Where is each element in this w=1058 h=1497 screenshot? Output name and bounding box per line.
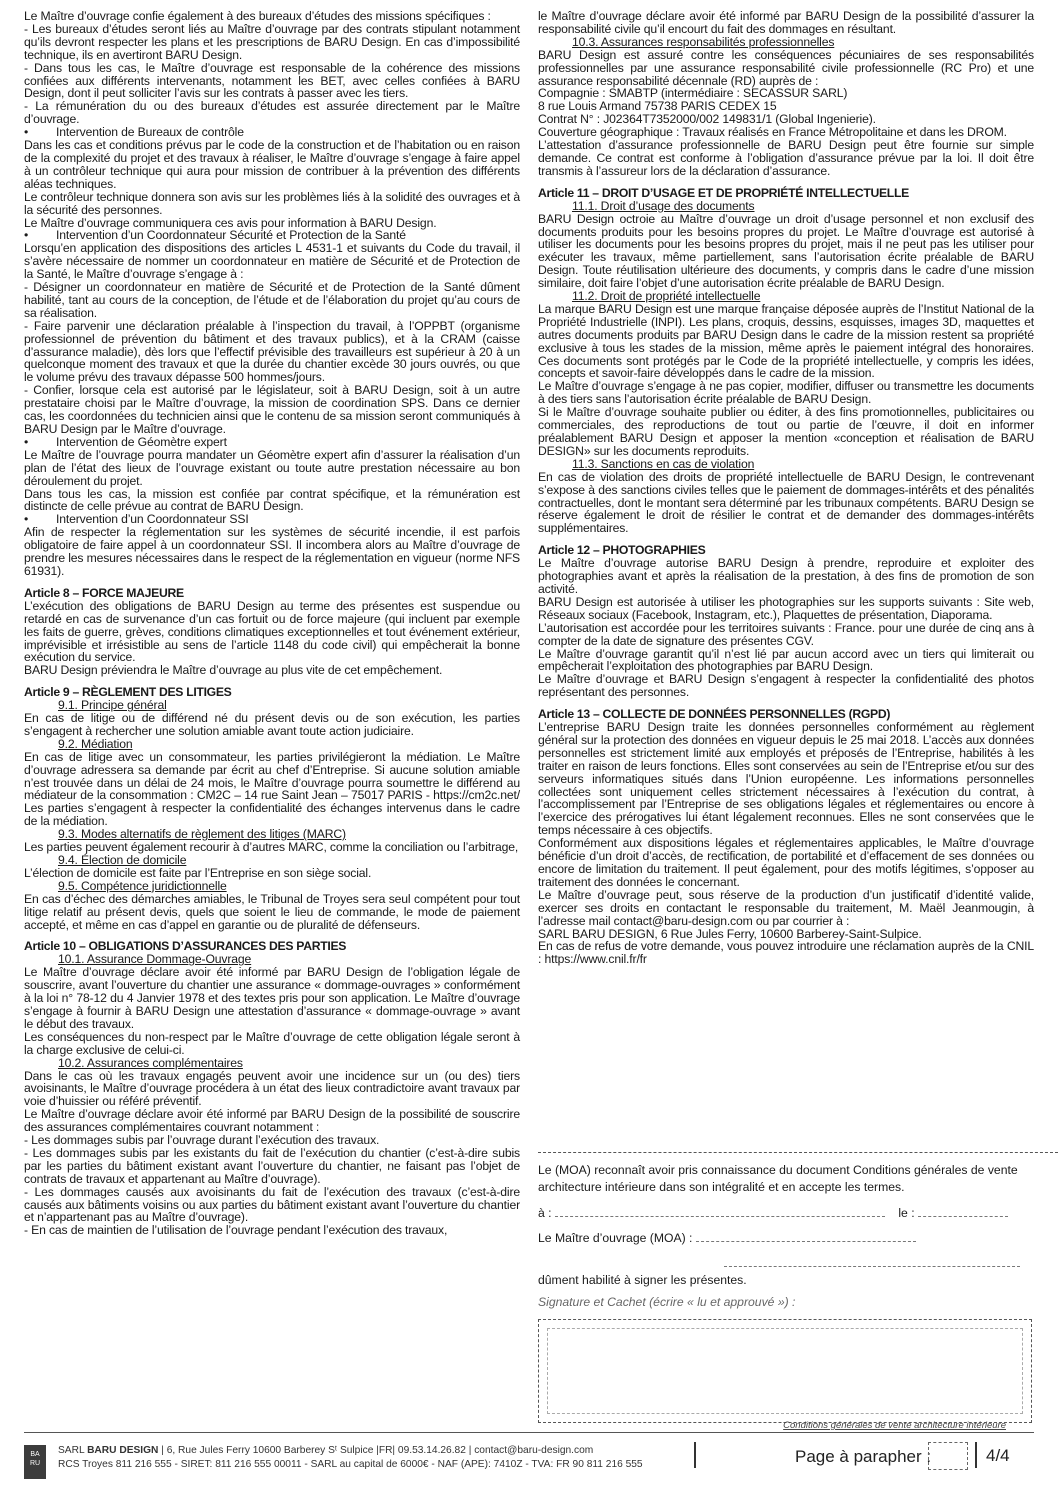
paragraph: En cas de litige ou de différend né du présent devis ou de son exécution, les parties s’engagent à rechercher une solution amiable avant toute action judiciaire. — [24, 711, 520, 738]
subsection-title: 10.3. Assurances responsabilités professionnelles — [572, 34, 835, 49]
logo-top: BA — [30, 1451, 40, 1458]
authorized-text: dûment habilité à signer les présentes. — [538, 1273, 747, 1287]
paragraph: Le Maître d’ouvrage peut, sous réserve de la production d’un justificatif d’identité valide, exercer ses droits en contactant le responsable du traitement, M. Maël Jeanmougin, à l’adresse mail contact@baru-design.com ou par courrier à : — [538, 887, 1034, 928]
paragraph: L’élection de domicile est faite par l’Entreprise en son siège social. — [24, 865, 372, 880]
signature-box[interactable] — [538, 1319, 1032, 1423]
article-heading: Article 8 – FORCE MAJEURE — [24, 585, 184, 600]
subsection-title: 11.3. Sanctions en cas de violation — [572, 456, 755, 471]
initial-label: Page à parapher : — [795, 1447, 932, 1466]
bullet-text: Intervention d’un Coordonnateur SSI — [56, 512, 249, 527]
subsection-title: 9.4. Élection de domicile — [58, 853, 187, 867]
subsection-title: 10.1. Assurance Dommage-Ouvrage — [58, 952, 252, 967]
subsection-title: 11.1. Droit d’usage des documents — [572, 198, 755, 213]
footer-separator — [694, 1442, 696, 1468]
paragraph: Compagnie : SMABTP (intermédiaire : SECASSUR SARL) — [538, 86, 848, 101]
place-date-line — [538, 1206, 1018, 1220]
bullet-icon: • — [24, 228, 29, 243]
paragraph: Le contrôleur technique donnera son avis sur les problèmes liés à la solidité des ouvrages et à la sécurité des personnes. — [24, 189, 520, 217]
logo-bottom: RU — [29, 1460, 41, 1467]
paragraph: L’attestation d’assurance professionnelle de BARU Design peut être fournie sur simple demande. Ce contrat est conforme à l’obligation d’assurance prévue par la loi. Il doit être transmis à l’assureur lors de la déclaration d’assurance. — [538, 138, 1034, 178]
paragraph: Dans tous les cas, la mission est confiée par contrat spécifique, et la rémunération est distincte de celle prévue au contrat de BARU Design. — [24, 486, 520, 514]
paragraph: BARU Design est autorisée à utiliser les photographies sur les supports suivants : Site web, Réseaux sociaux (Facebook, Instagram, etc.), Plaquettes de présentation, Diaporama. — [538, 594, 1034, 622]
bullet-text: Intervention de Bureaux de contrôle — [56, 125, 244, 140]
subsection-title: 9.3. Modes alternatifs de règlement des litiges (MARC) — [58, 827, 346, 842]
paragraph: La marque BARU Design est une marque française déposée auprès de l’Institut National de la Propriété Industrielle (INPI). Les plans, croquis, dessins, esquisses, images 3D, maquettes et autres documents produits par BARU Design dans le cadre de la mission restent sa propriété exclusive à tous les stades de la mission, même après le paiement intégral des honoraires. Ces documents sont protégés par le Code de la propriété intellectuelle, y compris les idées, concepts et savoir-faire développés dans le cadre de la mission. — [538, 301, 1034, 381]
paragraph: Le Maître d’ouvrage déclare avoir été informé par BARU Design de l’obligation légale de souscrire, avant l’ouverture du chantier une assurance « dommage-ouvrages » conformément à la loi n° 78-12 du 4 Janvier 1978 et des textes pris pour son application. Le Maître d’ouvrage s’engage à fournir à BARU Design une attestation d’assurance « dommage-ouvrage » avant le début des travaux. — [24, 965, 520, 1031]
right-column — [538, 10, 1034, 966]
bullet-icon: • — [24, 512, 29, 527]
paragraph: Les conséquences du non-respect par le Maître d’ouvrage de cette obligation légale seront à la charge exclusive de celui-ci. — [24, 1029, 520, 1057]
date-label: le : — [898, 1206, 915, 1220]
paragraph: le Maître d’ouvrage déclare avoir été informé par BARU Design de la possibilité d’assurer la responsabilité civile qu’il encourt du fait des dommages en résultant. — [538, 9, 1034, 36]
paragraph: Dans les cas et conditions prévus par le code de la construction et de l’habitation ou en raison de la complexité du projet et des travaux à réaliser, le Maître d’ouvrage s’engage à faire appel à un contrôleur technique qui aura pour mission de contribuer à la prévention des différents aléas techniques. — [24, 138, 520, 191]
paragraph: L’exécution des obligations de BARU Design au terme des présentes est suspendue ou retardé en cas de survenance d’un cas fortuit ou de force majeure (qui incluent par exemple les faits de guerre, grèves, conditions climatiques exceptionnelles et tout événement extérieur, imprévisible et irrésistible au sens de l’article 1148 du code civil) qui empêcherait la bonne exécution du service. — [24, 598, 520, 665]
paragraph: - Les bureaux d’études seront liés au Maître d’ouvrage par des contrats stipulant notamment qu’ils devront respecter les plans et les prescriptions de BARU Design. En cas d’impossibilité technique, ils en avertiront BARU Design. — [24, 21, 520, 62]
signature-inner-box — [547, 1328, 1023, 1414]
paragraph: Le Maître d’ouvrage confie également à des bureaux d’études des missions spécifiques : — [24, 9, 491, 23]
bullet-icon: • — [24, 125, 29, 140]
paragraph: En cas de litige avec un consommateur, les parties privilégieront la médiation. Le Maître d’ouvrage adressera sa demande par écrit au chef d’Entreprise. Si aucune solution amiable n’est trouvée dans un délai de 24 mois, le Maître d’ouvrage pourra soumettre le différend au médiateur de la consommation : CM2C – 14 rue Saint Jean – 75017 PARIS - https://cm2c.net/ Les parties s’engagent à respecter la confidentialité des échanges intervenus dans le cadre de la médiation. — [24, 749, 520, 829]
initial-box[interactable] — [928, 1442, 968, 1470]
owner-line — [538, 1231, 1018, 1245]
paragraph: - La rémunération du ou des bureaux d’études est assurée directement par le Maître d’ouvrage. — [24, 99, 520, 127]
article-heading: Article 12 – PHOTOGRAPHIES — [538, 543, 706, 558]
place-field[interactable] — [555, 1206, 885, 1217]
bullet-item — [24, 436, 520, 449]
subsection-title: 11.2. Droit de propriété intellectuelle — [572, 289, 761, 304]
subsection-title: 10.2. Assurances complémentaires — [58, 1055, 243, 1070]
paragraph: Afin de respecter la réglementation sur les systèmes de sécurité incendie, il est parfois obligatoire de faire appel à un coordonnateur SSI. Il incombera alors au Maître d’ouvrage de prendre les mesures nécessaires dans le respect de la réglementation en vigueur (norme NFS 61931). — [24, 525, 520, 578]
article-heading: Article 11 – DROIT D’USAGE ET DE PROPRIÉTÉ INTELLECTUELLE — [538, 185, 909, 200]
paragraph: Contrat N° : J02364T7352000/002 149831/1 (Global Ingenierie). — [538, 112, 876, 127]
subsection-title: 9.5. Compétence juridictionnelle — [58, 878, 227, 893]
paragraph: BARU Design octroie au Maître d’ouvrage un droit d’usage personnel et non exclusif des documents produits pour les besoins propres du projet. Le Maître d’ouvrage est autorisé à utiliser les documents pour les besoins propres du projet, mais il ne peut pas les utiliser pour exécuter les travaux, même partiellement, sans l’autorisation écrite préalable de BARU Design. Toute réutilisation ultérieure des documents, y compris dans le cadre d’une mission similaire, doit faire l’objet d’une autorisation écrite préalable de BARU Design. — [538, 211, 1034, 291]
date-field[interactable] — [918, 1206, 1008, 1217]
article-heading: Article 9 – RÈGLEMENT DES LITIGES — [24, 685, 232, 700]
paragraph: - Faire parvenir une déclaration préalable à l’inspection du travail, à l’OPPBT (organisme professionnel de prévention du bâtiment et des travaux publics), et à la CRAM (caisse d’assurance maladie), dès lors que l’effectif prévisible des travailleurs est supérieur à 20 à un quelconque moment des travaux et que la durée du chantier excède 30 jours ouvrés, ou que le volume prévu des travaux dépasse 500 hommes/jours. — [24, 318, 520, 385]
paragraph: L’autorisation est accordée pour les territoires suivants : France. pour une durée de cinq ans à compter de la date de signature des présentes CGV. — [538, 620, 1034, 648]
paragraph: Le Maître de l’ouvrage pourra mandater un Géomètre expert afin d’assurer la réalisation d’un plan de l’état des lieux de l’ouvrage existant ou toute autre prestation nécessaire au bon déroulement du projet. — [24, 447, 520, 488]
article-heading: Article 10 – OBLIGATIONS D’ASSURANCES DES PARTIES — [24, 939, 347, 954]
paragraph: Le Maître d’ouvrage autorise BARU Design à prendre, reproduire et exploiter des photographies avant et après la réalisation de la prestation, à des fins de promotion de son activité. — [538, 556, 1034, 596]
signature-separator — [538, 1152, 1058, 1153]
page-number: 4/4 — [986, 1446, 1010, 1465]
paragraph: L’entreprise BARU Design traite les données personnelles conformément au règlement général sur la protection des données en vigueur depuis le 25 mai 2018. L’accès aux données personnelles est strictement limité aux employés et préposés de l’Entreprise, habilités à les traiter en raison de leurs fonctions. Elles sont conservées au sein de l’Entreprise et/ou sur des serveurs informatiques situés dans l’Union européenne. Les informations personnelles collectées sont uniquement celles strictement nécessaires à l’exécution du contrat, à l’accomplissement par l’Entreprise de ses obligations légales et réglementaires ou encore à l’exercice des prérogatives lui étant légalement reconnues. Elles ne sont conservées que le temps nécessaire à ces objectifs. — [538, 720, 1034, 838]
paragraph: BARU Design est assuré contre les conséquences pécuniaires de ses responsabilités professionnelles par une assurance responsabilité civile professionnelle (RC Pro) et une assurance responsabilité décennale (RD) auprès de : — [538, 47, 1034, 88]
owner-field[interactable] — [696, 1231, 916, 1242]
footer-separator-2 — [975, 1442, 977, 1468]
signature-caption: Signature et Cachet (écrire « lu et approuvé ») : — [538, 1295, 796, 1309]
paragraph: - En cas de maintien de l’utilisation de l’ouvrage pendant l’exécution des travaux, — [24, 1223, 448, 1238]
subsection-title: 9.1. Principe général — [58, 698, 167, 713]
registration-line: RCS Troyes 811 216 555 - SIRET: 811 216 555 00011 - SARL au capital de 6000€ - NAF (APE): 7410Z - TVA: FR 90 811 216 555 — [58, 1459, 643, 1470]
company-info — [58, 1444, 643, 1472]
bullet-text: Intervention d’un Coordonnateur Sécurité et Protection de la Santé — [56, 228, 406, 243]
footer-divider — [24, 1432, 1034, 1433]
paragraph: - Les dommages causés aux avoisinants du fait de l’exécution des travaux (c’est-à-dire causés aux bâtiments voisins ou aux parties du bâtiment existant avant l’ouverture du chantier et n’appartenant pas au Maître d’ouvrage). — [24, 1184, 520, 1225]
owner-line-2 — [724, 1256, 1058, 1270]
owner-label: Le Maître d’ouvrage (MOA) : — [538, 1231, 693, 1245]
company-line — [58, 1444, 643, 1458]
paragraph: En cas de refus de votre demande, vous pouvez introduire une réclamation auprès de la CNIL : https://www.cnil.fr/fr — [538, 939, 1034, 967]
paragraph: En cas d’échec des démarches amiables, le Tribunal de Troyes sera seul compétent pour tout litige relatif au présent devis, quels que soient le lieu de commande, le mode de paiement accepté, et même en cas d’appel en garantie ou de pluralité de défenseurs. — [24, 891, 520, 932]
article-heading: Article 13 – COLLECTE DE DONNÉES PERSONNELLES (RGPD) — [538, 707, 891, 722]
left-column — [24, 10, 520, 1237]
company-name: BARU DESIGN — [87, 1445, 159, 1456]
acknowledgement-text: Le (MOA) reconnaît avoir pris connaissance du document Conditions générales de vente architecture intérieure dans son intégralité et en accepte les termes. — [538, 1163, 1018, 1194]
paragraph: 8 rue Louis Armand 75738 PARIS CEDEX 15 — [538, 99, 777, 114]
paragraph: Les parties peuvent également recourir à d’autres MARC, comme la conciliation ou l’arbitrage, — [24, 840, 519, 855]
paragraph: - Désigner un coordonnateur en matière de Sécurité et de Protection de la Santé dûment habilité, tant au cours de la conception, de l’étude et de l’élaboration du projet qu’au cours de sa réalisation. — [24, 280, 520, 320]
paragraph: En cas de violation des droits de propriété intellectuelle de BARU Design, le contrevenant s’expose à des sanctions civiles telles que le paiement de dommages-intérêts et des pénalités contractuelles, dont le montant sera déterminé par les tribunaux compétents. BARU Design se réserve également le droit de résilier le contrat et de demander des dommages-intérêts supplémentaires. — [538, 469, 1034, 536]
paragraph: Si le Maître d’ouvrage souhaite publier ou éditer, à des fins promotionnelles, publicitaires ou commerciales, des reproductions de tout ou partie de l’œuvre, il doit en informer préalablement BARU Design et apposer la mention «conception et réalisation de BARU DESIGN» sur les documents reproduits. — [538, 405, 1034, 458]
owner-field-2[interactable] — [724, 1256, 1020, 1267]
paragraph: - Les dommages subis par les existants du fait de l’exécution du chantier (c’est-à-dire subis par les parties du bâtiment existant avant l’ouverture du chantier, ne faisant pas l’objet de contrats de travaux et appartenant au Maître d’ouvrage). — [24, 1145, 520, 1186]
paragraph: Couverture géographique : Travaux réalisés en France Métropolitaine et dans les DROM. — [538, 125, 1007, 140]
bullet-text: Intervention de Géomètre expert — [56, 434, 227, 449]
paragraph: Le Maître d’ouvrage garantit qu’il n’est lié par aucun accord avec un tiers qui limiterait ou empêcherait l’exploitation des photographies par BARU Design. — [538, 646, 1034, 674]
paragraph: Le Maître d’ouvrage déclare avoir été informé par BARU Design de la possibilité de souscrire des assurances complémentaires couvrant notamment : — [24, 1107, 520, 1135]
paragraph: Le Maître d’ouvrage s’engage à ne pas copier, modifier, diffuser ou transmettre les documents à des tiers sans l’autorisation écrite préalable de BARU Design. — [538, 379, 1034, 407]
paragraph: BARU Design préviendra le Maître d’ouvrage au plus vite de cet empêchement. — [24, 663, 443, 678]
subsection-title: 9.2. Médiation — [58, 736, 133, 751]
paragraph: - Les dommages subis par l’ouvrage durant l’exécution des travaux. — [24, 1133, 380, 1148]
paragraph: Le Maître d’ouvrage communiquera ces avis pour information à BARU Design. — [24, 215, 437, 230]
paragraph: Le Maître d’ouvrage et BARU Design s’engagent à respecter la confidentialité des photos représentant des personnes. — [538, 672, 1034, 700]
page-footer — [0, 1420, 1058, 1497]
paragraph: Conformément aux dispositions légales et réglementaires applicables, le Maître d’ouvrage bénéficie d’un droit d’accès, de rectification, de portabilité et d’effacement de ses données ou encore de limitation du traitement. Il peut également, pour des motifs légitimes, s’opposer au traitement des données le concernant. — [538, 836, 1034, 889]
paragraph: Dans le cas où les travaux engagés peuvent avoir une incidence sur un (ou des) tiers avoisinants, le Maître d’ouvrage procédera à un état des lieux contradictoire avant travaux par voie d’huissier ou référé préventif. — [24, 1068, 520, 1109]
baru-logo — [24, 1445, 46, 1479]
bullet-icon: • — [24, 434, 29, 449]
at-label: à : — [538, 1206, 552, 1220]
paragraph: SARL BARU DESIGN, 6 Rue Jules Ferry, 10600 Barberey-Saint-Sulpice. — [538, 926, 922, 941]
document-title-footer: Conditions générales de vente architecture intérieure — [783, 1420, 1006, 1431]
paragraph: - Confier, lorsque cela est autorisé par le législateur, soit à BARU Design, soit à un autre prestataire choisi par le Maître d’ouvrage, la mission de coordination SPS. Dans ce dernier cas, les coordonnées du technicien ainsi que le contenu de sa mission seront communiqués à BARU Design par le Maître d’ouvrage. — [24, 383, 520, 436]
paragraph: Lorsqu’en application des dispositions des articles L 4531-1 et suivants du Code du travail, il s’avère nécessaire de nommer un coordonnateur en matière de Sécurité et de Protection de la Santé, le Maître d’ouvrage s’engage à : — [24, 241, 520, 282]
company-prefix: SARL — [58, 1445, 88, 1456]
company-address: | 6, Rue Jules Ferry 10600 Barberey Sᵗ Sulpice |FR| 09.53.14.26.82 | contact@baru-design.com — [158, 1445, 594, 1456]
paragraph: - Dans tous les cas, le Maître d’ouvrage est responsable de la cohérence des missions confiées aux différents intervenants, notamment les BET, avec celles confiées à BARU Design, dont il peut solliciter l’avis sur les contrats à passer avec les tiers. — [24, 60, 520, 101]
